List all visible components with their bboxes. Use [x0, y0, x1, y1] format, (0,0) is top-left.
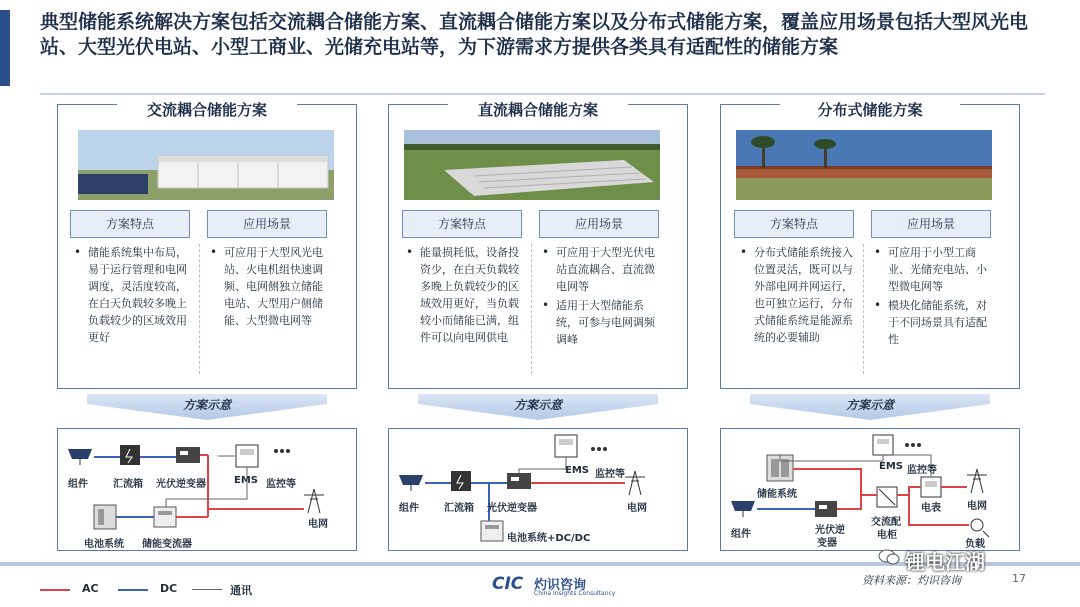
ac-feature-header: 方案特点	[70, 210, 190, 238]
dist-label-module: 组件	[731, 529, 751, 540]
ac-scenario-header: 应用场景	[207, 210, 327, 238]
ac-feature-list	[72, 244, 190, 348]
ac-label-module: 组件	[68, 479, 88, 490]
dc-scenario-list	[540, 244, 658, 350]
list-item: • 分布式储能系统接入位置灵活，既可以与外部电网并网运行，也可独立运行，分布式储能系统是能源系统的必要辅助	[738, 244, 856, 346]
dist-label-storage: 储能系统	[757, 489, 797, 500]
wechat-watermark: 锂电江湖	[905, 550, 985, 574]
dist-label-monitor: 监控等	[907, 465, 937, 476]
ac-cabinet-icon	[877, 487, 897, 507]
more-dots-icon	[274, 449, 290, 453]
dist-label-meter: 电表	[921, 503, 941, 514]
list-item: • 可应用于小型工商业、光储充电站、小型微电网等	[872, 244, 990, 295]
dist-label-pv-inverter-2: 变器	[817, 538, 837, 549]
arrow-label-dist: 方案示意	[845, 398, 894, 412]
logo-cn: 灼识咨询	[534, 578, 587, 593]
legend-ac-label: AC	[82, 582, 99, 595]
ac-scenario-list	[208, 244, 326, 331]
ac-label-grid: 电网	[308, 519, 328, 530]
more-dots-icon	[591, 447, 607, 451]
dist-scenario-list	[872, 244, 990, 350]
dc-label-module: 组件	[399, 503, 419, 514]
grid-tower-icon	[304, 489, 324, 513]
ems-icon	[236, 445, 258, 467]
combiner-icon	[120, 445, 140, 465]
dist-label-ac-cabinet-1: 交流配	[871, 517, 901, 528]
photo-dc-plant	[404, 130, 660, 200]
diagram-dist	[720, 428, 1020, 551]
dist-label-load: 负载	[965, 539, 985, 550]
dc-label-combiner: 汇流箱	[444, 503, 474, 514]
dc-label-grid: 电网	[627, 503, 647, 514]
meter-icon	[921, 477, 941, 497]
grid-tower-icon	[967, 469, 987, 493]
title-divider	[40, 93, 1045, 95]
page-title: 典型储能系统解决方案包括交流耦合储能方案、直流耦合储能方案以及分布式储能方案，覆盖应用场景包括大型风光电站、大型光伏电站、小型工商业、光储充电站等，为下游需求方提供各类具有适配性的储能方案	[40, 11, 1029, 58]
pcs-icon	[154, 507, 176, 527]
legend-comm-line	[192, 589, 222, 590]
legend-ac-line	[40, 589, 70, 591]
solar-panel-icon	[399, 475, 423, 491]
source-note: 资料来源：灼识咨询	[862, 574, 961, 587]
dist-column-divider	[863, 244, 864, 374]
dist-feature-header: 方案特点	[734, 210, 854, 238]
legend-comm-label: 通讯	[230, 584, 252, 597]
dist-feature-list	[738, 244, 856, 348]
ems-icon	[873, 435, 893, 455]
dist-label-ems: EMS	[879, 461, 903, 472]
ac-label-pcs: 储能变流器	[142, 539, 192, 550]
dc-label-ems: EMS	[565, 465, 589, 476]
photo-ac-plant	[78, 130, 334, 200]
pv-inverter-icon	[507, 473, 531, 489]
page-number: 17	[1012, 572, 1026, 585]
photo-dist-site	[736, 130, 992, 200]
logo-en: China Insights Consultancy	[534, 590, 616, 597]
panel-title-ac: 交流耦合储能方案	[117, 98, 297, 122]
panel-title-dist: 分布式储能方案	[780, 98, 960, 122]
wechat-icon	[878, 548, 900, 566]
grid-tower-icon	[625, 471, 645, 495]
diagram-dc	[388, 428, 688, 551]
battery-dcdc-icon	[481, 521, 503, 541]
arrow-label-dc: 方案示意	[513, 398, 562, 412]
ems-icon	[555, 435, 577, 457]
dc-scenario-header: 应用场景	[539, 210, 659, 238]
dc-label-pv-inverter: 光伏逆变器	[487, 503, 537, 514]
dc-label-battery: 电池系统+DC/DC	[507, 533, 591, 544]
ac-label-monitor: 监控等	[266, 479, 296, 490]
list-item: • 可应用于大型光伏电站直流耦合、直流微电网等	[540, 244, 658, 295]
legend-dc-line	[118, 589, 148, 591]
dist-label-grid: 电网	[967, 501, 987, 512]
dc-column-divider	[531, 244, 532, 374]
ac-label-combiner: 汇流箱	[113, 479, 143, 490]
dc-label-monitor: 监控等	[595, 469, 625, 480]
dc-feature-header: 方案特点	[402, 210, 522, 238]
more-dots-icon	[905, 443, 921, 447]
list-item: • 储能系统集中布局，易于运行管理和电网调度，灵活度较高，在白天负载较多晚上负载较少的区域效用更好	[72, 244, 190, 346]
title-accent-bar	[0, 10, 10, 86]
list-item: • 能量损耗低，设备投资少，在白天负载较多晚上负载较少的区域效用更好，当负载较小而储能已满，组件可以向电网供电	[404, 244, 522, 346]
panel-title-dc: 直流耦合储能方案	[448, 98, 628, 122]
solar-panel-icon	[68, 449, 92, 465]
logo-mark: CIC	[492, 574, 524, 594]
diagram-ac	[57, 428, 357, 551]
solar-panel-icon	[731, 501, 755, 517]
ac-label-ems: EMS	[234, 475, 258, 486]
list-item: • 适用于大型储能系统，可参与电网调频调峰	[540, 297, 658, 348]
arrow-label-ac: 方案示意	[182, 398, 231, 412]
dist-label-ac-cabinet-2: 电柜	[877, 530, 897, 541]
ac-column-divider	[199, 244, 200, 374]
ac-label-pv-inverter: 光伏逆变器	[156, 479, 206, 490]
dist-label-pv-inverter-1: 光伏逆	[815, 525, 845, 536]
combiner-icon	[451, 471, 471, 491]
pv-inverter-icon	[176, 447, 200, 463]
ac-label-battery: 电池系统	[84, 539, 124, 550]
dist-scenario-header: 应用场景	[871, 210, 991, 238]
list-item: • 可应用于大型风光电站、火电机组快速调频、电网侧独立储能电站、大型用户侧储能、大型微电网等	[208, 244, 326, 329]
dc-feature-list	[404, 244, 522, 348]
list-item: • 模块化储能系统，对于不同场景具有适配性	[872, 297, 990, 348]
cic-logo	[492, 574, 622, 602]
battery-icon	[94, 505, 116, 529]
legend-dc-label: DC	[160, 582, 178, 595]
pv-inverter-icon	[815, 501, 837, 517]
